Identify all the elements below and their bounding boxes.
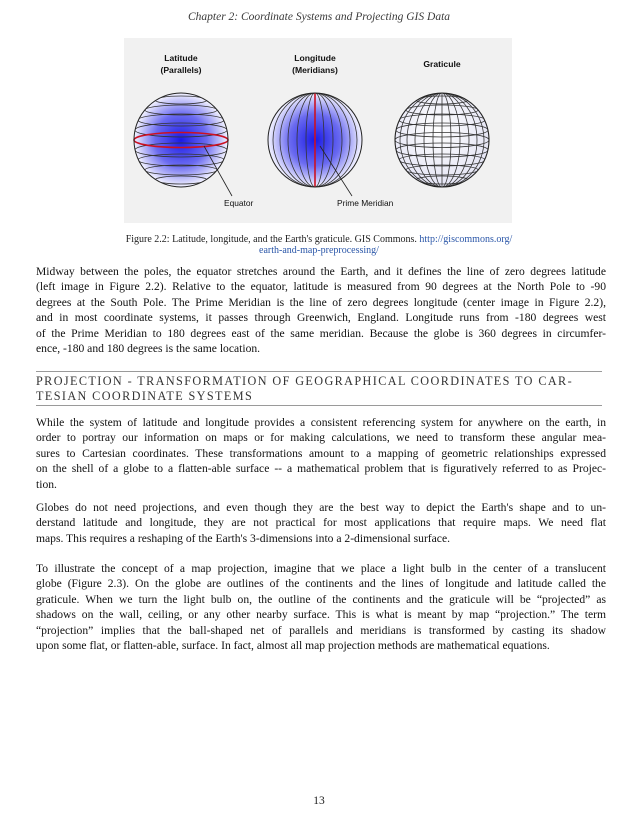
longitude-globe bbox=[268, 93, 362, 187]
equator-callout: Equator bbox=[224, 198, 254, 208]
figure-globes bbox=[124, 38, 512, 223]
section-heading-line-1: PROJECTION - TRANSFORMATION OF GEOGRAPHICAL COORDINATES TO CAR- bbox=[36, 374, 574, 388]
text-line: (left image in Figure 2.2). Relative to the equator, latitude is measured from 90 degrees at the North Pole to -90 bbox=[36, 280, 606, 294]
body-paragraph-2 bbox=[36, 500, 606, 546]
intro-paragraph bbox=[36, 264, 606, 356]
body-paragraph-3 bbox=[36, 561, 606, 653]
panel-subtitle-latitude: (Parallels) bbox=[160, 65, 202, 75]
text-line: Globes do not need projections, and even though they are the best way to depict the Earth's shape and to un- bbox=[36, 501, 606, 514]
caption-text: Figure 2.2: Latitude, longitude, and the Earth's graticule. GIS Commons. bbox=[125, 234, 420, 245]
text-line: on the shell of a globe to a flatten-able surface -- a mathematical problem that is figuratively referred to as Projec- bbox=[36, 462, 606, 476]
text-line: upon some flat, or flatten-able, surface. In fact, almost all map projection methods are mathematical equations. bbox=[36, 639, 550, 653]
section-rule-bottom bbox=[36, 405, 602, 406]
caption-link-part2[interactable]: earth-and-map-preprocessing/ bbox=[259, 245, 379, 256]
body-paragraph-1 bbox=[36, 415, 606, 492]
text-line: derstand latitude and longitude, they are not practical for most applications that require maps. We need flat bbox=[36, 516, 606, 530]
prime-meridian-callout: Prime Meridian bbox=[337, 198, 394, 208]
caption-link-part1[interactable]: http://giscommons.org/ bbox=[419, 234, 513, 245]
text-line: tion. bbox=[36, 477, 57, 491]
figure-caption bbox=[95, 234, 543, 256]
text-line: maps. This requires a reshaping of the Earth's 3-dimensions into a 2-dimensional surface. bbox=[36, 531, 450, 545]
panel-subtitle-longitude: (Meridians) bbox=[292, 65, 338, 75]
text-line: sures to Cartesian coordinates. These transformations amount to a mapping of geometric relationships expressed bbox=[36, 446, 606, 460]
section-heading-line-2: TESIAN COORDINATE SYSTEMS bbox=[36, 389, 254, 403]
text-line: globe (Figure 2.3). On the globe are outlines of the continents and the lines of longitude and latitude called the bbox=[36, 577, 606, 591]
panel-title-graticule: Graticule bbox=[423, 59, 461, 69]
panel-title-longitude: Longitude bbox=[294, 53, 336, 63]
graticule-globe bbox=[395, 93, 489, 187]
page-number: 13 bbox=[313, 795, 325, 807]
text-line: degrees at the South Pole. The Prime Meridian is the line of zero degrees longitude (center image in Figure 2.2), bbox=[36, 295, 606, 309]
section-heading bbox=[36, 374, 602, 404]
text-line: ence, -180 and 180 degrees is the same location. bbox=[36, 342, 261, 356]
text-line: To illustrate the concept of a map projection, imagine that we place a light bulb in the center of a translucent bbox=[36, 562, 606, 575]
text-line: “projection” implies that the ball-shaped net of parallels and meridians is transformed by casting its shadow bbox=[36, 623, 606, 637]
text-line: shadows on the wall, ceiling, or any other nearby surface. This is what is meant by map “projection.” The term bbox=[36, 608, 606, 622]
globes-illustration bbox=[124, 38, 512, 223]
text-line: Midway between the poles, the equator stretches around the Earth, and it defines the line of zero degrees latitude bbox=[36, 265, 606, 278]
running-header: Chapter 2: Coordinate Systems and Projecting GIS Data bbox=[187, 11, 451, 23]
section-rule-top bbox=[36, 371, 602, 372]
text-line: and in most coordinate systems, it passes through Greenwich, England. Longitude runs from -180 degrees west bbox=[36, 311, 606, 325]
text-line: While the system of latitude and longitude provides a consistent referencing system for anywhere on the earth, in bbox=[36, 416, 606, 429]
latitude-globe bbox=[134, 93, 228, 187]
text-line: of the Prime Meridian to 180 degrees east of the same meridian. Because the globe is 360 degrees in circumfer- bbox=[36, 326, 606, 340]
panel-title-latitude: Latitude bbox=[164, 53, 198, 63]
text-line: order to portray our information on maps or for making calculations, we need to transform these angular mea- bbox=[36, 431, 606, 445]
text-line: graticule. When we turn the light bulb on, the outline of the continents and the graticule will be “projected” as bbox=[36, 592, 606, 606]
